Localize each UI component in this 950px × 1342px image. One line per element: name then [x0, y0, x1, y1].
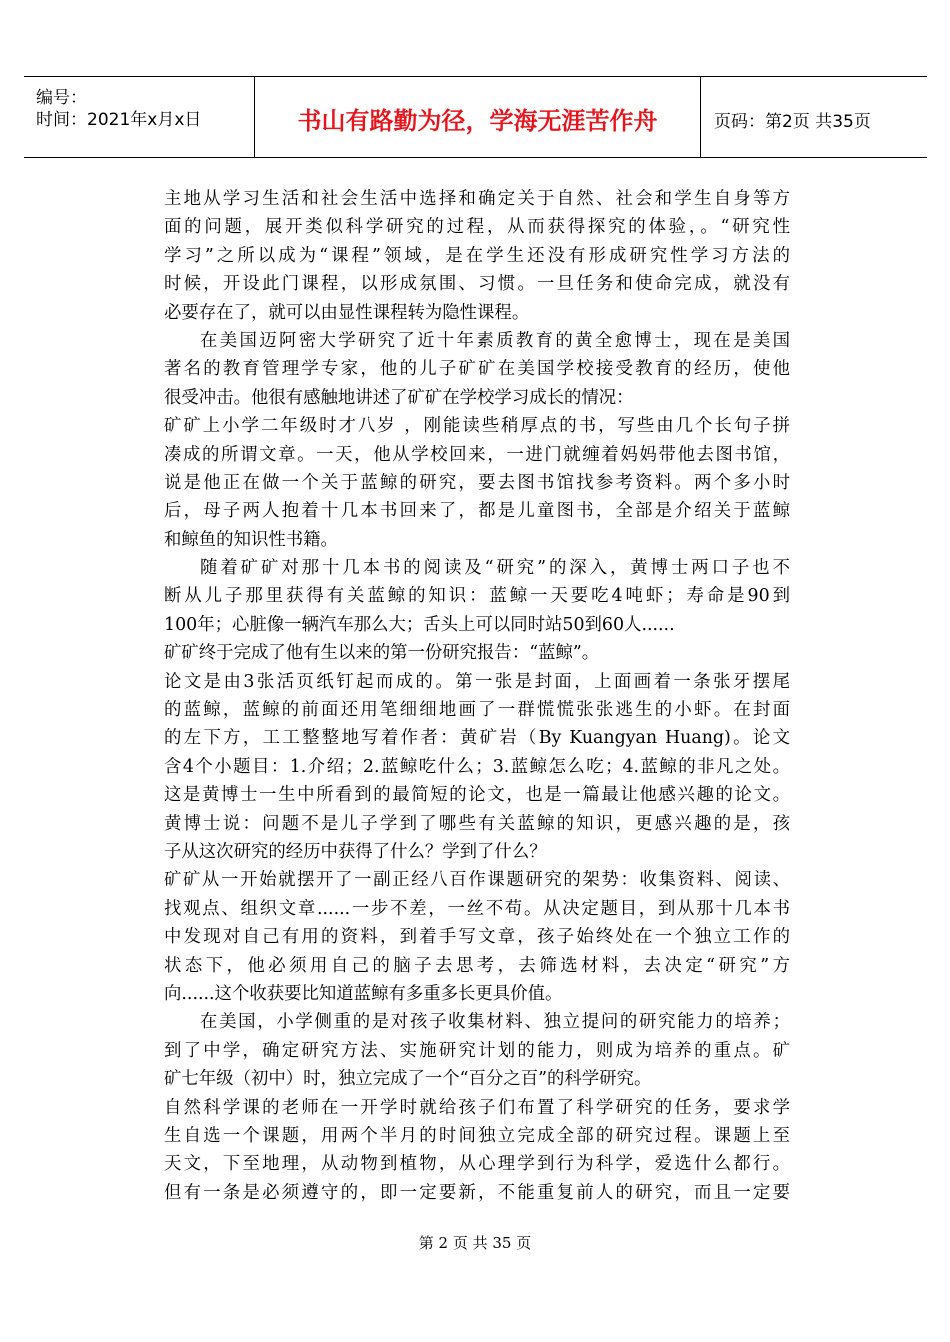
page-label: 页码：第2页 共35页	[714, 112, 871, 132]
text-line: 到了中学，确定研究方法、实施研究计划的能力，则成为培养的重点。矿	[164, 1040, 790, 1061]
text-line: 子从这次研究的经历中获得了什么？学到了什么？	[164, 841, 547, 862]
header-motto-cell	[254, 77, 701, 157]
text-line: 随着矿矿对那十几本书的阅读及“研究”的深入，黄博士两口子也不	[200, 558, 790, 579]
text-line: 黄博士说：问题不是儿子学到了哪些有关蓝鲸的知识，更感兴趣的是，孩	[164, 813, 790, 834]
text-line: 著名的教育管理学专家，他的儿子矿矿在美国学校接受教育的经历，使他	[164, 359, 790, 380]
text-line: 论文是由3张活页纸钉起而成的。第一张是封面，上面画着一条张牙摆尾	[164, 671, 790, 692]
text-line: 但有一条是必须遵守的，即一定要新，不能重复前人的研究，而且一定要	[164, 1182, 790, 1203]
text-line: 面的问题，展开类似科学研究的过程，从而获得探究的体验，。“研究性	[164, 217, 790, 238]
text-line: 矿矿上小学二年级时才八岁 ，刚能读些稍厚点的书，写些由几个长句子拼	[164, 416, 790, 437]
text-line: 后，母子两人抱着十几本书回来了，都是儿童图书，全部是介绍关于蓝鲸	[164, 501, 790, 522]
text-line: 矿矿从一开始就摆开了一副正经八百作课题研究的架势：收集资料、阅读、	[164, 870, 790, 891]
text-line: 在美国，小学侧重的是对孩子收集材料、独立提问的研究能力的培养；	[200, 1012, 790, 1033]
text-line: 和鲸鱼的知识性书籍。	[164, 529, 338, 550]
text-line: 的左下方，工工整整地写着作者：黄矿岩（By Kuangyan Huang)。论文	[164, 728, 790, 749]
body-text	[164, 185, 790, 1207]
text-line: 必要存在了，就可以由显性课程转为隐性课程。	[164, 302, 530, 323]
text-line: 的蓝鲸，蓝鲸的前面还用笔细细地画了一群慌慌张张逃生的小虾。在封面	[164, 700, 790, 721]
text-line: 矿矿终于完成了他有生以来的第一份研究报告：“蓝鲸”。	[164, 643, 600, 664]
text-line: 这是黄博士一生中所看到的最简短的论文，也是一篇最让他感兴趣的论文。	[164, 785, 790, 806]
motto-text: 书山有路勤为径，学海无涯苦作舟	[297, 107, 658, 135]
text-line: 很受冲击。他很有感触地讲述了矿矿在学校学习成长的情况：	[164, 387, 634, 408]
text-line: 凑成的所谓文章。一天，他从学校回来，一进门就缠着妈妈带他去图书馆，	[164, 444, 790, 465]
text-line: 100年；心脏像一辆汽车那么大；舌头上可以同时站50到60人......	[164, 614, 675, 635]
header-page-cell	[700, 77, 927, 157]
text-line: 矿七年级（初中）时，独立完成了一个“百分之百”的科学研究。	[164, 1069, 652, 1090]
text-line: 天文，下至地理，从动物到植物，从心理学到行为科学，爱选什么都行。	[164, 1154, 790, 1175]
text-line: 时候，开设此门课程，以形成氛围、习惯。一旦任务和使命完成，就没有	[164, 274, 790, 295]
page-footer: 第 2 页 共 35 页	[418, 1234, 532, 1252]
text-line: 自然科学课的老师在一开学时就给孩子们布置了科学研究的任务，要求学	[164, 1097, 790, 1118]
text-line: 在美国迈阿密大学研究了近十年素质教育的黄全愈博士，现在是美国	[200, 330, 790, 351]
header-meta-cell	[24, 77, 254, 157]
text-line: 中发现对自己有用的资料，到着手写文章，孩子始终处在一个独立工作的	[164, 927, 790, 948]
text-line: 说是他正在做一个关于蓝鲸的研究，要去图书馆找参考资料。两个多小时	[164, 472, 790, 493]
text-line: 状态下，他必须用自己的脑子去思考，去筛选材料，去决定“研究”方	[164, 955, 790, 976]
text-line: 学习”之所以成为“课程”领域，是在学生还没有形成研究性学习方法的	[164, 245, 790, 266]
text-line: 找观点、组织文章......一步不差，一丝不苟。从决定题目，到从那十几本书	[164, 898, 790, 919]
time-label: 时间：2021年x月x日	[36, 110, 202, 130]
text-line: 主地从学习生活和社会生活中选择和确定关于自然、社会和学生自身等方	[164, 189, 790, 209]
text-line: 断从儿子那里获得有关蓝鲸的知识：蓝鲸一天要吃4吨虾；寿命是90到	[164, 586, 790, 607]
text-line: 向......这个收获要比知道蓝鲸有多重多长更具价值。	[164, 983, 563, 1004]
serial-label: 编号：	[36, 88, 87, 108]
text-line: 生自选一个课题，用两个半月的时间独立完成全部的研究过程。课题上至	[164, 1125, 790, 1146]
page-header	[24, 76, 927, 158]
text-line: 含4个小题目：1.介绍；2.蓝鲸吃什么；3.蓝鲸怎么吃；4.蓝鲸的非凡之处。	[164, 756, 790, 777]
